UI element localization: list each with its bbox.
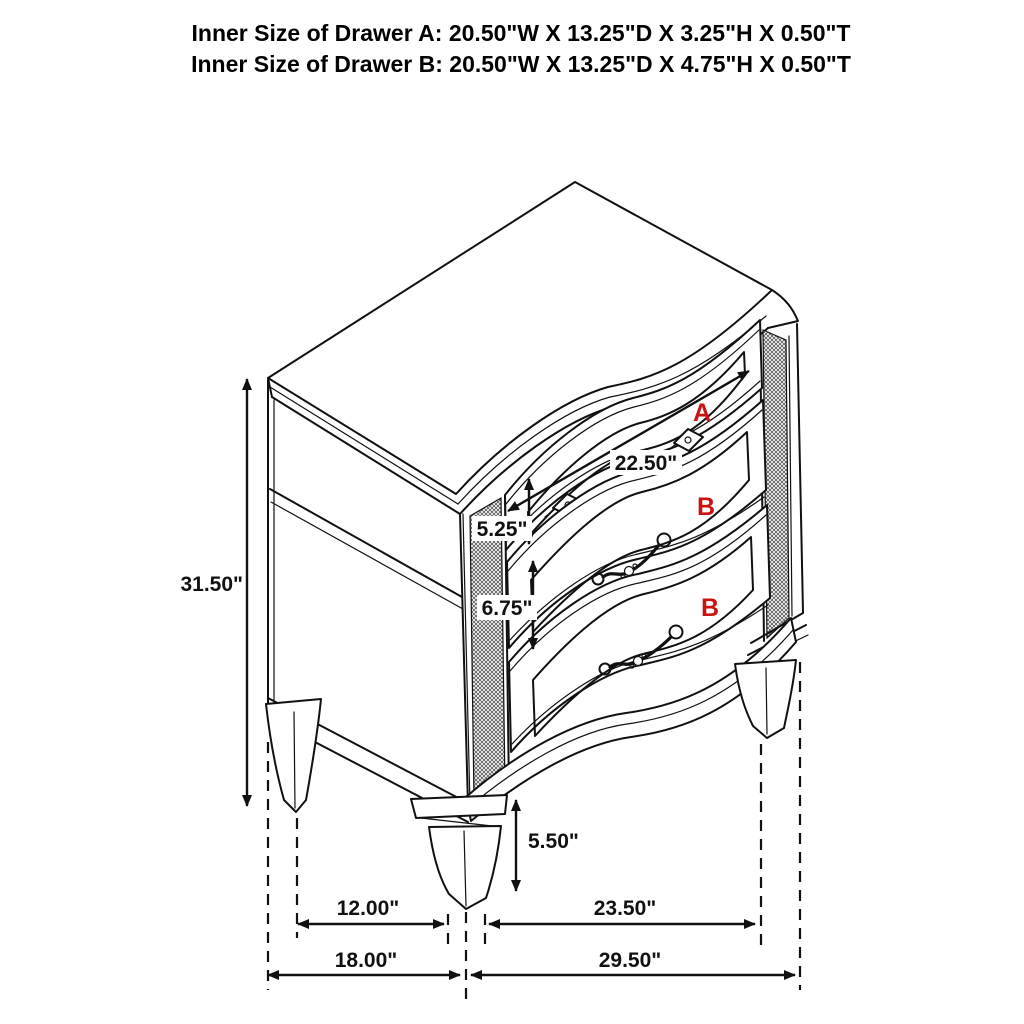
dim-label-leg-height: 5.50" [528,830,579,853]
header-line-1: Inner Size of Drawer A: 20.50"W X 13.25"D X 3.25"H X 0.50"T [191,20,851,46]
dim-label-side-leg-spacing: 12.00" [336,897,400,920]
dim-overall-depth [268,949,460,975]
front-center-leg [411,795,507,909]
dim-leg-height [516,800,579,891]
left-front-pillar [463,496,509,806]
dim-overall-height [180,379,247,806]
pillar-knurl-texture [470,498,505,801]
drawer-b1-label: B [696,493,716,521]
back-left-leg [266,699,321,812]
nightstand-drawing [266,182,808,909]
top-corner [768,290,798,328]
dim-label-drawer-width: 22.50" [614,452,678,475]
header [191,20,851,77]
drawer-a-label: A [692,399,712,427]
dim-front-leg-spacing [489,897,755,924]
dim-label-drawer-a-height: 5.25" [476,518,528,541]
drawer-b2-label: B [700,594,720,622]
dim-label-overall-width: 29.50" [598,949,662,972]
dim-label-overall-height: 31.50" [180,573,243,596]
dim-side-leg-spacing [298,897,444,924]
side-molding-band [270,489,462,597]
pillar-border [789,336,792,616]
cabinet-right-edge [797,324,803,612]
dim-label-front-leg-spacing: 23.50" [593,897,657,920]
front-right-leg [735,660,796,738]
dim-label-drawer-b-height: 6.75" [481,597,533,620]
header-line-2: Inner Size of Drawer B: 20.50"W X 13.25"D X 4.75"H X 0.50"T [191,51,851,77]
dim-overall-width [471,949,795,975]
side-molding-band [271,502,463,609]
dim-label-overall-depth: 18.00" [334,949,398,972]
